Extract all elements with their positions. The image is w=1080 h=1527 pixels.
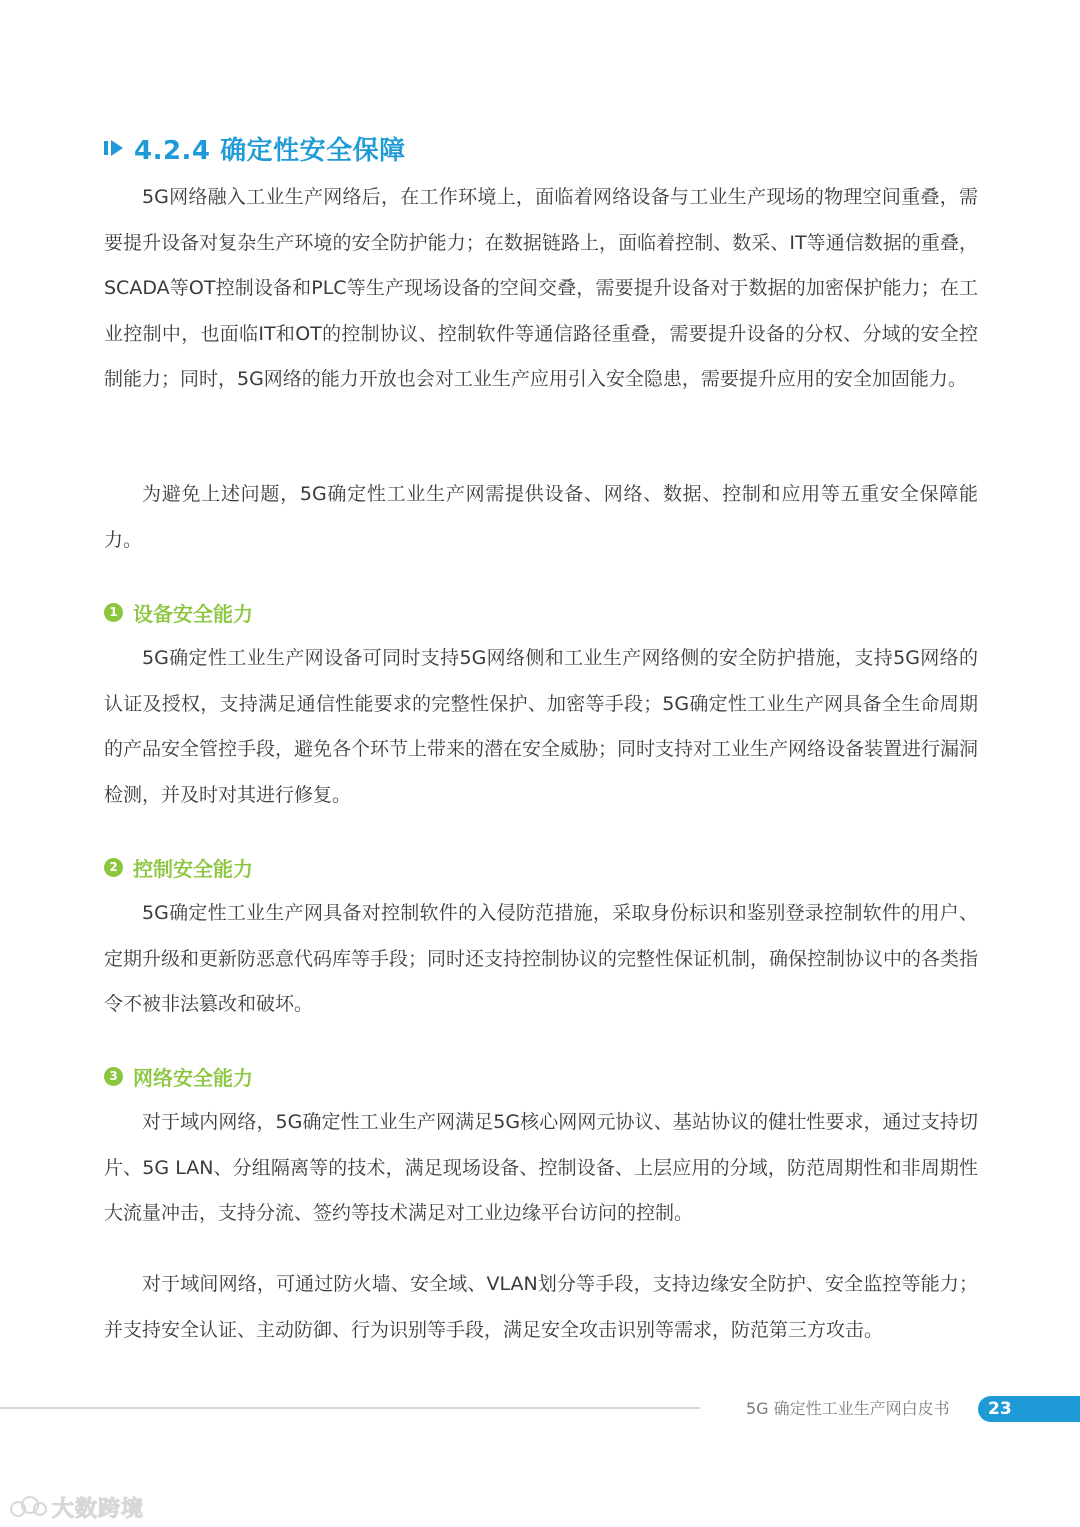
section-heading	[104, 128, 406, 168]
section-title: 4.2.4 确定性安全保障	[134, 135, 406, 166]
intro-paragraph-2: 为避免上述问题，5G确定性工业生产网需提供设备、网络、数据、控制和应用等五重安全保障能力。	[104, 483, 978, 551]
network-security-paragraph-2: 对于域间网络，可通过防火墙、安全域、VLAN划分等手段，支持边缘安全防护、安全监控等能力；并支持安全认证、主动防御、行为识别等手段，满足安全攻击识别等需求，防范第三方攻击。	[104, 1273, 978, 1341]
subsection-heading-device-security	[104, 596, 253, 628]
subsection-title: 网络安全能力	[133, 1065, 253, 1090]
numbered-circle-icon: 3	[104, 1067, 123, 1086]
subsection-title: 设备安全能力	[133, 601, 253, 626]
control-security-paragraph: 5G确定性工业生产网具备对控制软件的入侵防范措施，采取身份标识和鉴别登录控制软件的用户、定期升级和更新防恶意代码库等手段；同时还支持控制协议的完整性保证机制，确保控制协议中的各类指令不被非法篡改和破坏。	[104, 902, 979, 1015]
numbered-circle-icon: 2	[104, 858, 123, 877]
subsection-title: 控制安全能力	[133, 856, 253, 881]
subsection-heading-control-security	[104, 851, 253, 883]
footer-divider	[0, 1407, 700, 1409]
cloud-logo-icon	[8, 1494, 48, 1520]
numbered-circle-icon: 1	[104, 603, 123, 622]
page-number: 23	[978, 1396, 1080, 1422]
network-security-paragraph-1: 对于域内网络，5G确定性工业生产网满足5G核心网网元协议、基站协议的健壮性要求，通过支持切片、5G LAN、分组隔离等的技术，满足现场设备、控制设备、上层应用的分域，防范周期性和非周期性大流量冲击，支持分流、签约等技术满足对工业边缘平台访问的控制。	[104, 1111, 978, 1224]
watermark-text: 大数跨境	[52, 1496, 145, 1522]
watermark	[8, 1490, 144, 1524]
subsection-heading-network-security	[104, 1060, 253, 1092]
footer-doc-title: 5G 确定性工业生产网白皮书	[746, 1399, 950, 1418]
play-bar-icon	[104, 139, 126, 157]
intro-paragraph-1: 5G网络融入工业生产网络后，在工作环境上，面临着网络设备与工业生产现场的物理空间重叠，需要提升设备对复杂生产环境的安全防护能力；在数据链路上，面临着控制、数采、IT等通信数据的重叠，SCADA等OT控制设备和PLC等生产现场设备的空间交叠，需要提升设备对于数据的加密保护能力；在工业控制中，也面临IT和OT的控制协议、控制软件等通信路径重叠，需要提升设备的分权、分域的安全控制能力；同时，5G网络的能力开放也会对工业生产应用引入安全隐患，需要提升应用的安全加固能力。	[104, 186, 978, 390]
device-security-paragraph: 5G确定性工业生产网设备可同时支持5G网络侧和工业生产网络侧的安全防护措施，支持5G网络的认证及授权，支持满足通信性能要求的完整性保护、加密等手段；5G确定性工业生产网具备全生命周期的产品安全管控手段，避免各个环节上带来的潜在安全威胁；同时支持对工业生产网络设备装置进行漏洞检测，并及时对其进行修复。	[104, 647, 979, 806]
